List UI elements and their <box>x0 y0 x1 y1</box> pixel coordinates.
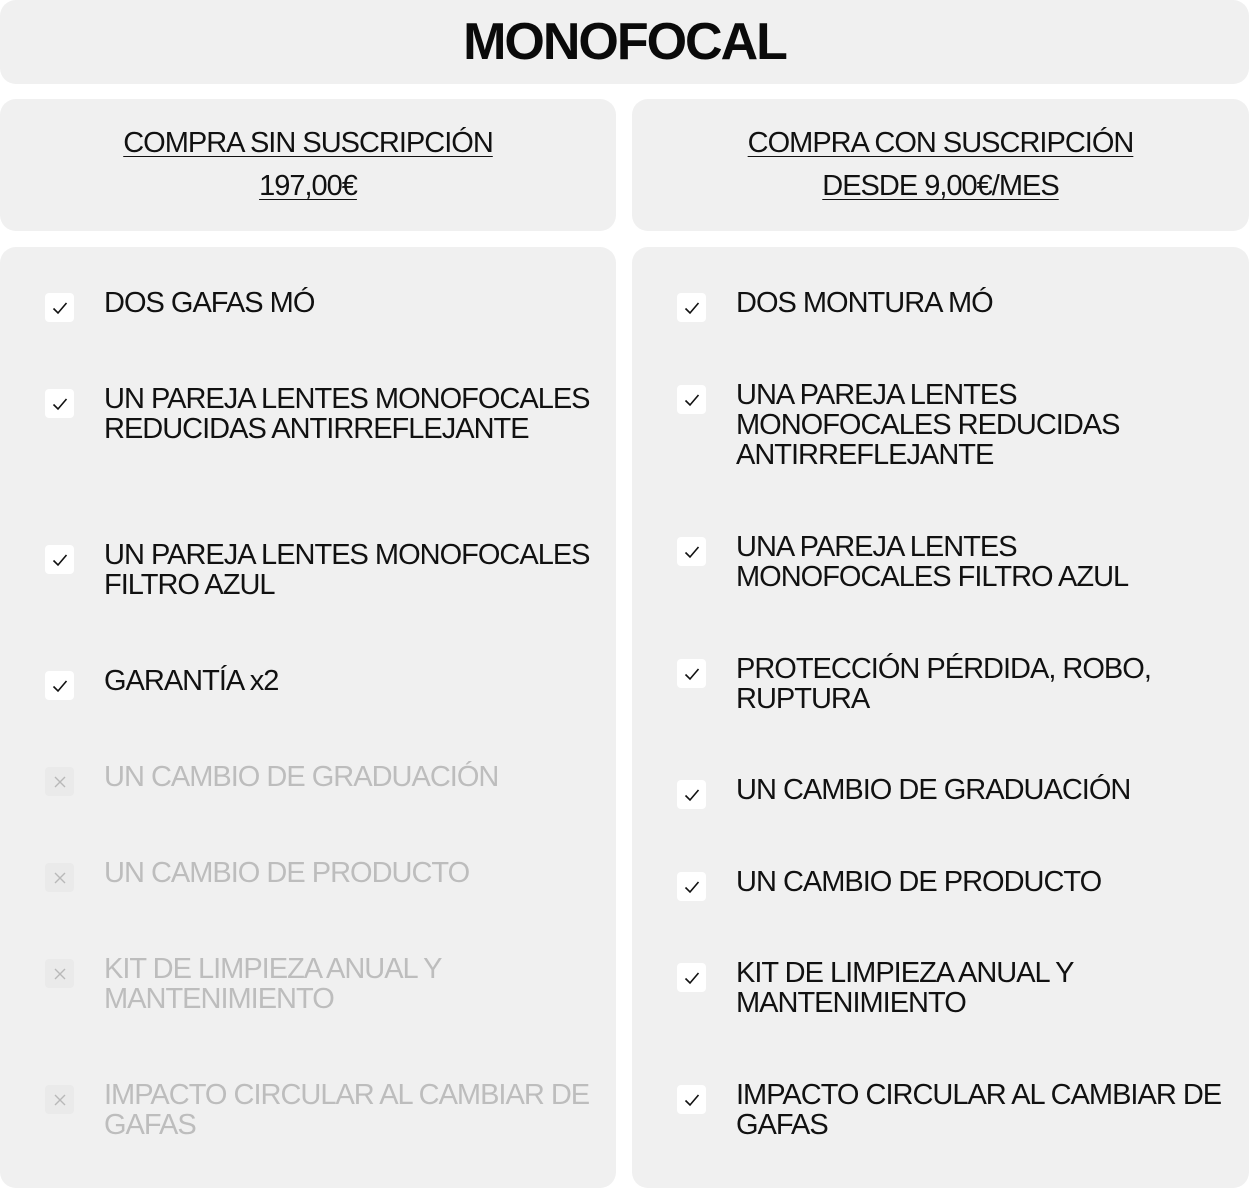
feature-label: UNA PAREJA LENTES MONOFOCALES FILTRO AZUL <box>736 531 1129 593</box>
feature-label: UN PAREJA LENTES MONOFOCALES FILTRO AZUL <box>104 539 590 601</box>
check-icon <box>45 293 74 322</box>
plan-price-link[interactable]: DESDE 9,00€/MES <box>822 170 1059 202</box>
plan-header-subscription[interactable] <box>632 99 1249 231</box>
feature-label: KIT DE LIMPIEZA ANUAL Y MANTENIMIENTO <box>104 953 441 1015</box>
cross-icon <box>45 959 74 988</box>
check-icon <box>45 671 74 700</box>
feature-label: DOS MONTURA MÓ <box>736 287 993 319</box>
feature-label: UNA PAREJA LENTES MONOFOCALES REDUCIDAS ANTIRREFLEJANTE <box>736 379 1120 471</box>
check-icon <box>677 1085 706 1114</box>
plan-name-link[interactable]: COMPRA SIN SUSCRIPCIÓN <box>123 127 493 159</box>
feature-label: IMPACTO CIRCULAR AL CAMBIAR DE GAFAS <box>736 1079 1222 1141</box>
feature-label: UN CAMBIO DE GRADUACIÓN <box>736 774 1131 806</box>
check-icon <box>45 545 74 574</box>
feature-label: UN PAREJA LENTES MONOFOCALES REDUCIDAS ANTIRREFLEJANTE <box>104 383 590 445</box>
check-icon <box>677 872 706 901</box>
feature-list-no-subscription <box>0 247 616 1188</box>
plan-name-link[interactable]: COMPRA CON SUSCRIPCIÓN <box>747 127 1134 159</box>
check-icon <box>677 780 706 809</box>
check-icon <box>677 537 706 566</box>
check-icon <box>677 293 706 322</box>
page-title: MONOFOCAL <box>463 13 786 71</box>
plan-price-link[interactable]: 197,00€ <box>259 170 357 202</box>
feature-list-subscription <box>632 247 1249 1188</box>
plan-header-no-subscription[interactable] <box>0 99 616 231</box>
feature-label: UN CAMBIO DE GRADUACIÓN <box>104 761 499 793</box>
feature-label: UN CAMBIO DE PRODUCTO <box>104 857 470 889</box>
cross-icon <box>45 863 74 892</box>
feature-label: PROTECCIÓN PÉRDIDA, ROBO, RUPTURA <box>736 653 1151 715</box>
feature-label: GARANTÍA x2 <box>104 665 279 697</box>
cross-icon <box>45 1085 74 1114</box>
check-icon <box>677 385 706 414</box>
check-icon <box>45 389 74 418</box>
feature-label: UN CAMBIO DE PRODUCTO <box>736 866 1102 898</box>
feature-label: DOS GAFAS MÓ <box>104 287 315 319</box>
cross-icon <box>45 767 74 796</box>
feature-label: KIT DE LIMPIEZA ANUAL Y MANTENIMIENTO <box>736 957 1073 1019</box>
title-panel <box>0 0 1249 84</box>
feature-label: IMPACTO CIRCULAR AL CAMBIAR DE GAFAS <box>104 1079 590 1141</box>
check-icon <box>677 659 706 688</box>
check-icon <box>677 963 706 992</box>
